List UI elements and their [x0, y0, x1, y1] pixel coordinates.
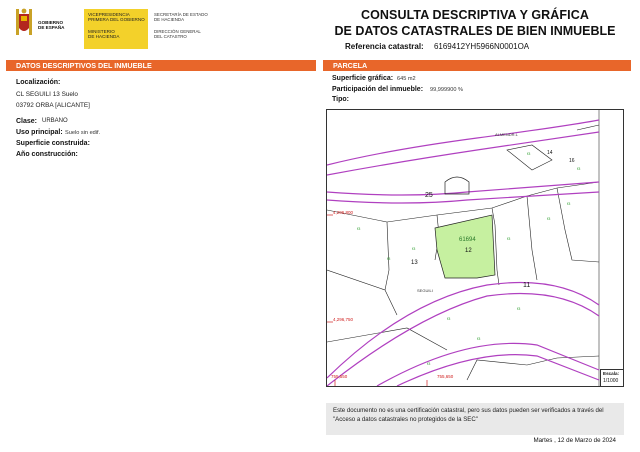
selected-parcel-number: 12 — [465, 248, 472, 254]
svg-text:f3: f3 — [517, 306, 521, 311]
street-label-mid: SEGUILI — [417, 288, 433, 293]
svg-text:f3: f3 — [427, 361, 431, 366]
localizacion-line1: CL SEGUILI 13 Suelo — [16, 91, 78, 98]
scale-label: Escala: — [603, 371, 620, 376]
anio-construccion-label: Año construcción: — [16, 151, 78, 158]
svg-text:f3: f3 — [387, 256, 391, 261]
parcel-14-label: 14 — [547, 150, 553, 156]
svg-text:f3: f3 — [357, 226, 361, 231]
selected-parcel — [435, 215, 495, 278]
svg-text:f3: f3 — [412, 246, 416, 251]
svg-text:f3: f3 — [447, 316, 451, 321]
parcel-13-label: 13 — [411, 260, 418, 266]
parcel-11-label: 11 — [523, 282, 531, 289]
street-label-top: ALMENDR.L — [495, 132, 518, 137]
participacion-label: Participación del inmueble: — [332, 86, 424, 93]
svg-text:f3: f3 — [507, 236, 511, 241]
superficie-construida-label: Superficie construida: — [16, 140, 90, 147]
scale-value: 1/1000 — [603, 378, 619, 384]
localizacion-label: Localización: — [16, 79, 61, 86]
ref-label: Referencia catastral: — [345, 42, 424, 51]
page-title: CONSULTA DESCRIPTIVA Y GRÁFICA — [360, 8, 589, 22]
svg-text:f3: f3 — [567, 201, 571, 206]
logo-wordmark: GOBIERNO DE ESPAÑA — [38, 20, 65, 31]
coordinate-label-a: 4,296,800 — [333, 210, 354, 215]
scale-box — [600, 369, 624, 387]
selected-parcel-ref: 61694 — [459, 237, 476, 243]
coordinate-label-c: 755,550 — [331, 374, 348, 379]
superficie-grafica-label: Superficie gráfica: — [332, 75, 394, 82]
svg-text:f3: f3 — [577, 166, 581, 171]
coordinate-label-b: 4,296,750 — [333, 317, 354, 322]
localizacion-line2: 03792 ORBA [ALICANTE] — [16, 102, 90, 109]
svg-text:f3: f3 — [527, 151, 531, 156]
parcel-25-label: 25 — [425, 192, 433, 199]
svg-text:f3: f3 — [547, 216, 551, 221]
disclaimer-note — [326, 403, 624, 435]
clase-label: Clase: — [16, 118, 38, 125]
spain-government-logo — [10, 6, 84, 48]
cadastral-reference — [345, 42, 529, 51]
catastro-block: SECRETARÍA DE ESTADO DE HACIENDA DIRECCIÓN GENERAL DEL CATASTRO — [150, 9, 208, 49]
clase-value: URBANO — [42, 118, 68, 124]
map-drawing — [327, 110, 623, 386]
coordinate-label-d: 755,650 — [437, 374, 454, 379]
cadastral-map[interactable] — [326, 109, 624, 387]
svg-text:f3: f3 — [477, 336, 481, 341]
participacion-value: 99,999900 % — [430, 87, 463, 93]
uso-label: Uso principal: — [16, 129, 63, 136]
section-header-inmueble: DATOS DESCRIPTIVOS DEL INMUEBLE — [6, 60, 316, 71]
section-header-parcela: PARCELA — [323, 60, 631, 71]
tipo-label: Tipo: — [332, 96, 349, 103]
document-date: Martes , 12 de Marzo de 2024 — [533, 437, 616, 444]
ref-value: 6169412YH5966N0001OA — [433, 42, 530, 51]
uso-value: Suelo sin edif. — [65, 130, 101, 136]
ministry-block: VICEPRESIDENCIA PRIMERA DEL GOBIERNO MINISTERIO DE HACIENDA — [84, 9, 148, 49]
parcel-16-label: 16 — [569, 158, 575, 164]
page-subtitle: DE DATOS CATASTRALES DE BIEN INMUEBLE — [334, 24, 616, 38]
disclaimer-text: Este documento no es una certificación catastral, pero sus datos pueden ser verificados a través del "Acceso a datos catastrales no protegidos de la SEC" — [333, 407, 604, 423]
superficie-grafica-value: 645 m2 — [397, 76, 416, 82]
